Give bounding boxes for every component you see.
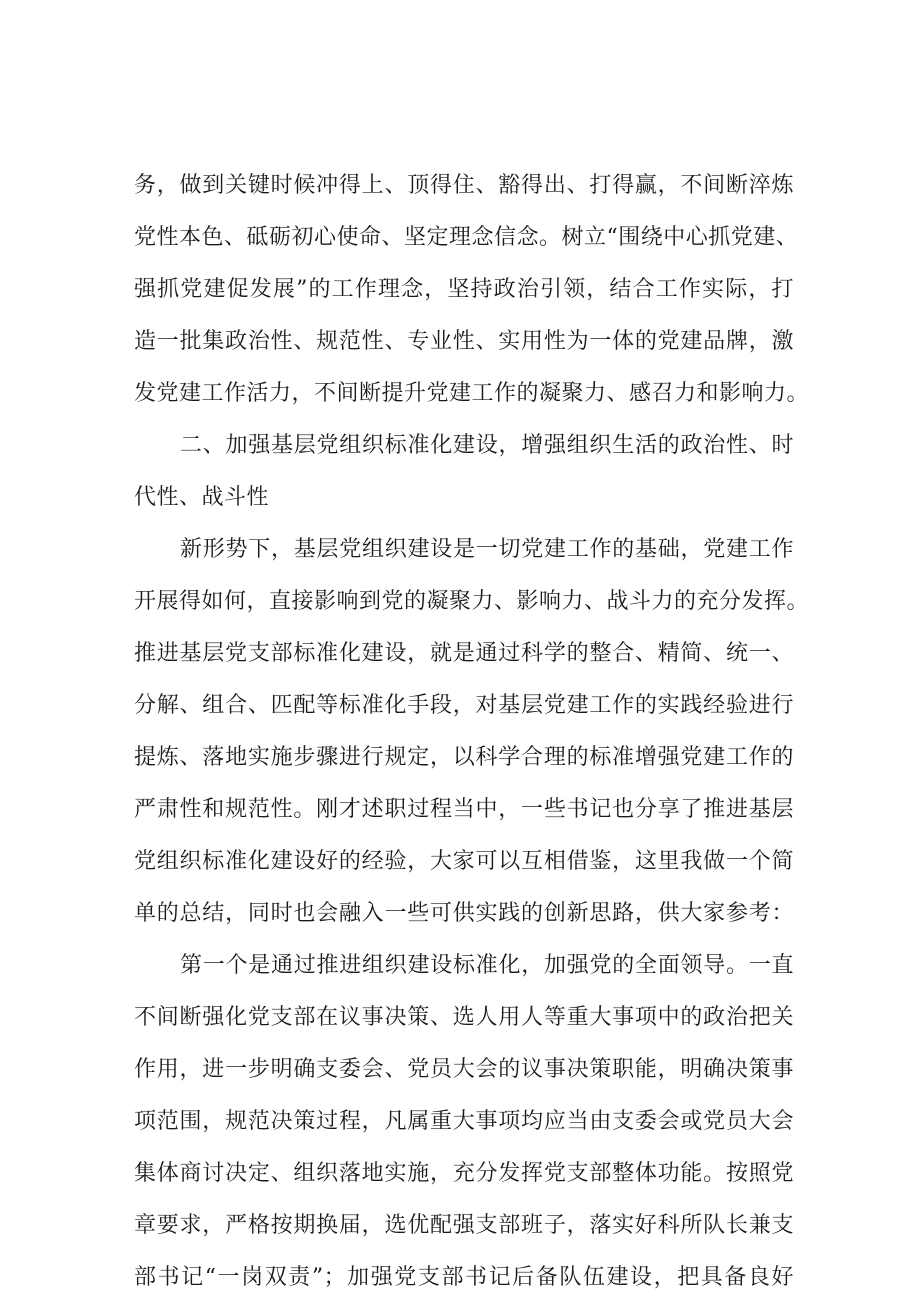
text-line-17: 不间断强化党支部在议事决策、选人用人等重大事项中的政治把关 [134,1005,794,1030]
section-heading-line-2: 代性、战斗性 [134,485,270,510]
text-line-4: 造一批集政治性、规范性、专业性、实用性为一体的党建品牌，激 [134,329,794,354]
text-line-5: 发党建工作活力，不间断提升党建工作的凝聚力、感召力和影响力。 [134,381,810,406]
text-line-9: 开展得如何，直接影响到党的凝聚力、影响力、战斗力的充分发挥。 [134,589,810,614]
text-line-1: 务，做到关键时候冲得上、顶得住、豁得出、打得赢，不间断淬炼 [134,173,794,198]
text-line-10: 推进基层党支部标准化建设，就是通过科学的整合、精简、统一、 [134,641,794,666]
text-line-15: 单的总结，同时也会融入一些可供实践的创新思路，供大家参考： [134,901,794,926]
text-line-2: 党性本色、砥砺初心使命、坚定理念信念。树立“围绕中心抓党建、 [134,225,799,250]
text-line-19: 项范围，规范决策过程，凡属重大事项均应当由支委会或党员大会 [134,1109,794,1134]
text-line-18: 作用，进一步明确支委会、党员大会的议事决策职能，明确决策事 [134,1057,794,1082]
text-line-14: 党组织标准化建设好的经验，大家可以互相借鉴，这里我做一个简 [134,849,794,874]
text-line-22: 部书记“一岗双责”；加强党支部书记后备队伍建设，把具备良好 [134,1265,794,1290]
text-line-3: 强抓党建促发展”的工作理念，坚持政治引领，结合工作实际，打 [134,277,794,302]
text-line-12: 提炼、落地实施步骤进行规定，以科学合理的标准增强党建工作的 [134,745,794,770]
section-heading-line-1: 二、加强基层党组织标准化建设，增强组织生活的政治性、时 [180,433,794,458]
text-line-8: 新形势下，基层党组织建设是一切党建工作的基础，党建工作 [180,537,794,562]
text-line-11: 分解、组合、匹配等标准化手段，对基层党建工作的实践经验进行 [134,693,794,718]
text-line-21: 章要求，严格按期换届，选优配强支部班子，落实好科所队长兼支 [134,1213,794,1238]
text-line-16: 第一个是通过推进组织建设标准化，加强党的全面领导。一直 [180,953,794,978]
text-line-20: 集体商讨决定、组织落地实施，充分发挥党支部整体功能。按照党 [134,1161,794,1186]
text-line-13: 严肃性和规范性。刚才述职过程当中，一些书记也分享了推进基层 [134,797,794,822]
